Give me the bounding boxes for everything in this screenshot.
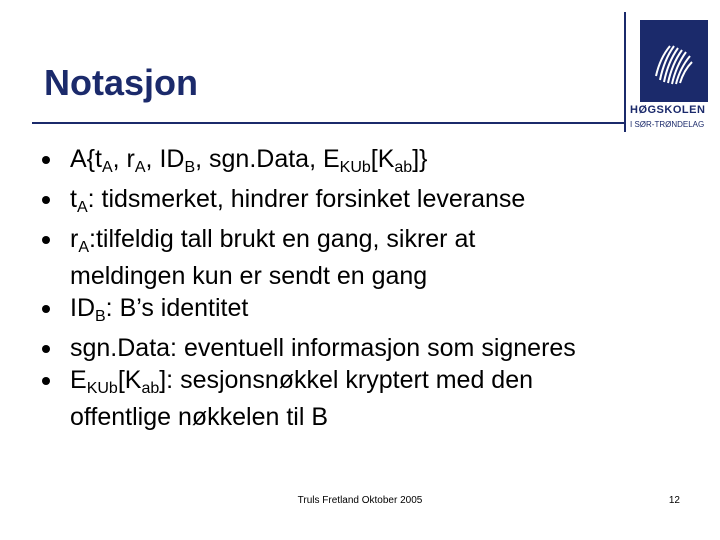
bullet-text [70, 185, 526, 216]
text-run: [K [370, 145, 395, 173]
text-run: ]: sesjonsnøkkel kryptert med den [159, 366, 534, 394]
subscript: A [134, 159, 146, 176]
text-run: [K [117, 366, 142, 394]
subscript: KUb [86, 380, 118, 397]
subscript: B [95, 308, 106, 325]
subscript: A [78, 239, 89, 256]
bullet-item [40, 225, 680, 291]
bullet-continuation: offentlige nøkkelen til B [70, 403, 329, 431]
bullet-item [40, 145, 680, 182]
subscript: A [76, 199, 88, 216]
bullet-marker [42, 236, 50, 244]
subscript: B [184, 159, 196, 176]
logo-name: HØGSKOLEN [630, 104, 706, 116]
text-run: t [70, 185, 77, 213]
logo-divider [624, 12, 626, 132]
slide-title: Notasjon [44, 62, 199, 103]
bullet-text [70, 334, 576, 362]
bullet-marker [42, 345, 50, 353]
bullet-text [70, 145, 428, 176]
text-run: sgn.Data: eventuell informasjon som signeres [70, 334, 576, 362]
bullet-item [40, 366, 680, 432]
text-run: r [70, 225, 79, 253]
bullet-item [40, 294, 680, 331]
text-run: E [70, 366, 87, 394]
text-run: ]} [412, 145, 428, 173]
bullet-text [70, 294, 249, 325]
bullet-marker [42, 377, 50, 385]
text-run: , r [112, 145, 135, 173]
bullet-text [70, 366, 534, 397]
bullet-marker [42, 196, 50, 204]
bullet-marker [42, 305, 50, 313]
text-run: , sgn.Data, E [195, 145, 340, 173]
text-run: A{t [70, 145, 102, 173]
bullet-list [40, 145, 680, 435]
bullet-continuation: meldingen kun er sendt en gang [70, 262, 428, 290]
institution-logo [624, 12, 720, 132]
subscript: ab [394, 159, 413, 176]
logo-subtitle: I SØR-TRØNDELAG [630, 120, 705, 129]
bullet-marker [42, 156, 50, 164]
hist-emblem-icon [640, 20, 708, 102]
footer-text: Truls Fretland Oktober 2005 [297, 495, 423, 506]
text-run: : B’s identitet [105, 294, 249, 322]
bullet-text [70, 225, 476, 256]
page-number: 12 [668, 495, 680, 506]
bullet-item [40, 185, 680, 222]
text-run: , ID [145, 145, 185, 173]
subscript: ab [141, 380, 160, 397]
bullet-item [40, 334, 680, 363]
subscript: KUb [339, 159, 371, 176]
text-run: ID [70, 294, 95, 322]
title-divider [32, 122, 624, 124]
text-run: :tilfeldig tall brukt en gang, sikrer at [89, 225, 476, 253]
subscript: A [101, 159, 113, 176]
text-run: : tidsmerket, hindrer forsinket leveranse [87, 185, 526, 213]
